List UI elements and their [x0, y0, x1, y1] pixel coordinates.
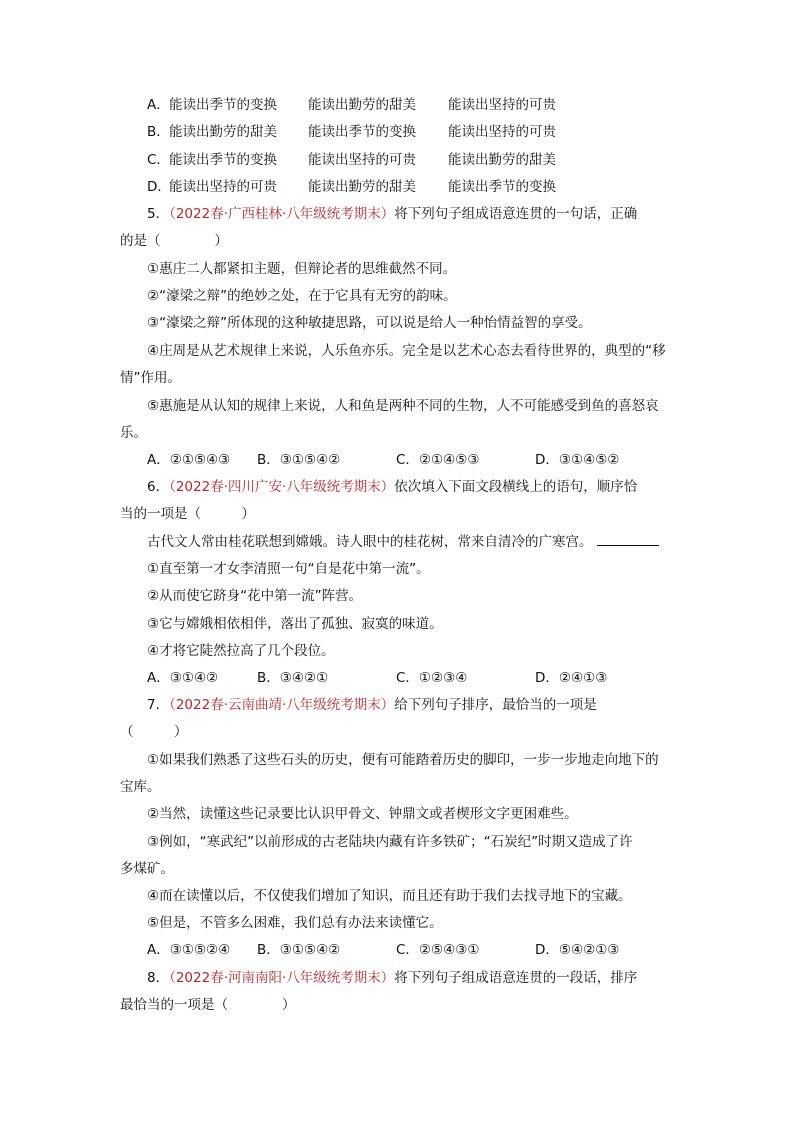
- q6-sentence-3: ③它与嫦娥相依相伴，落出了孤独、寂寞的味道。: [147, 616, 443, 632]
- q6-stem: [147, 477, 637, 497]
- q7-sentence-5: ⑤但是，不管多么困难，我们总有办法来读懂它。: [147, 915, 443, 931]
- option-b: B．③④②①: [257, 670, 329, 686]
- option-d: D．③①④⑤②: [535, 452, 620, 468]
- option-phrase-1: 能读出勤劳的甜美: [169, 124, 277, 140]
- option-c: C．②⑤④③①: [396, 942, 480, 958]
- question-number: 7．: [147, 697, 170, 713]
- q6-sentence-2: ②从而使它跻身“花中第一流”阵营。: [147, 588, 363, 604]
- q7-sentence-4: ④而在读懂以后，不仅使我们增加了知识，而且还有助于我们去找寻地下的宝藏。: [147, 888, 632, 904]
- q5-stem-cont: 的是（ ）: [120, 233, 228, 249]
- option-d: D．②④①③: [535, 670, 608, 686]
- option-phrase-2: 能读出勤劳的甜美: [308, 179, 416, 195]
- option-a: A．③①⑤②④: [147, 942, 231, 958]
- q5-sentence-5-cont: 乐。: [120, 425, 147, 441]
- question-stem: 将下列句子组成语意连贯的一句话，正确: [394, 206, 638, 222]
- option-c: C．①②③④: [396, 670, 468, 686]
- option-phrase-1: 能读出季节的变换: [169, 152, 277, 168]
- q7-sentence-3-cont: 多煤矿。: [120, 861, 174, 877]
- option-letter: D．: [147, 179, 171, 195]
- option-phrase-2: 能读出坚持的可贵: [308, 152, 416, 168]
- q6-sentence-4: ④才将它陡然拉高了几个段位。: [147, 643, 335, 659]
- question-stem: 将下列句子组成语意连贯的一段话，排序: [394, 970, 638, 986]
- option-a: A．③①④②: [147, 670, 219, 686]
- q7-stem: [147, 695, 597, 715]
- option-phrase-3: 能读出坚持的可贵: [448, 97, 556, 113]
- answer-blank: [597, 532, 659, 546]
- option-a: A．②①⑤④③: [147, 452, 231, 468]
- question-number: 6．: [147, 479, 170, 495]
- option-d: D．⑤④②①③: [535, 942, 620, 958]
- q5-stem: [147, 204, 637, 224]
- option-letter: A．: [147, 97, 170, 113]
- q8-stem: [147, 968, 637, 988]
- q6-stem-cont: 当的一项是（ ）: [120, 506, 255, 522]
- q6-sentence-1: ①直至第一才女李清照一句“自是花中第一流”。: [147, 561, 430, 577]
- option-phrase-3: 能读出勤劳的甜美: [448, 152, 556, 168]
- q5-sentence-4: ④庄周是从艺术规律上来说，人乐鱼亦乐。完全是以艺术心态去看待世界的，典型的“移: [147, 343, 666, 359]
- q7-sentence-1: ①如果我们熟悉了这些石头的历史，便有可能踏着历史的脚印，一步一步地走向地下的: [147, 752, 659, 768]
- q5-sentence-4-cont: 情”作用。: [120, 370, 181, 386]
- option-phrase-2: 能读出季节的变换: [308, 124, 416, 140]
- option-c: C．②①④⑤③: [396, 452, 480, 468]
- option-b: B．③①⑤④②: [257, 452, 341, 468]
- q7-sentence-3: ③例如，“寒武纪”以前形成的古老陆块内藏有许多铁矿；“石炭纪”时期又造成了许: [147, 834, 633, 850]
- option-phrase-3: 能读出坚持的可贵: [448, 124, 556, 140]
- q5-sentence-5: ⑤惠施是从认知的规律上来说，人和鱼是两种不同的生物，人不可能感受到鱼的喜怒哀: [147, 398, 659, 414]
- q7-sentence-2: ②当然，读懂这些记录要比认识甲骨文、钟鼎文或者楔形文字更困难些。: [147, 806, 578, 822]
- q5-sentence-3: ③“濠梁之辩”所体现的这种敏捷思路，可以说是给人一种怡情益智的享受。: [147, 315, 592, 331]
- question-number: 5．: [147, 206, 170, 222]
- option-letter: B．: [147, 124, 170, 140]
- q7-sentence-1-cont: 宝库。: [120, 779, 161, 795]
- q5-sentence-2: ②“濠梁之辩”的绝妙之处，在于它具有无穷的韵味。: [147, 288, 457, 304]
- option-letter: C．: [147, 152, 170, 168]
- q5-sentence-1: ①惠庄二人都紧扣主题，但辩论者的思维截然不同。: [147, 261, 457, 277]
- q6-passage: [147, 532, 659, 552]
- question-number: 8．: [147, 970, 170, 986]
- q7-stem-cont: （ ）: [120, 724, 188, 740]
- option-phrase-1: 能读出季节的变换: [169, 97, 277, 113]
- option-phrase-1: 能读出坚持的可贵: [169, 179, 277, 195]
- option-b: B．③①⑤④②: [257, 942, 341, 958]
- option-phrase-2: 能读出勤劳的甜美: [308, 97, 416, 113]
- question-source: （2022春·河南南阳·八年级统考期末）: [169, 970, 395, 986]
- question-source: （2022春·云南曲靖·八年级统考期末）: [169, 697, 395, 713]
- question-stem: 给下列句子排序，最恰当的一项是: [394, 697, 597, 713]
- question-source: （2022春·四川广安·八年级统考期末）: [169, 479, 395, 495]
- option-phrase-3: 能读出季节的变换: [448, 179, 556, 195]
- q8-stem-cont: 最恰当的一项是（ ）: [120, 997, 296, 1013]
- question-source: （2022春·广西桂林·八年级统考期末）: [169, 206, 395, 222]
- question-stem: 依次填入下面文段横线上的语句，顺序恰: [394, 479, 638, 495]
- passage-text: 古代文人常由桂花联想到嫦娥。诗人眼中的桂花树，常来自清冷的广寒宫。: [147, 534, 593, 550]
